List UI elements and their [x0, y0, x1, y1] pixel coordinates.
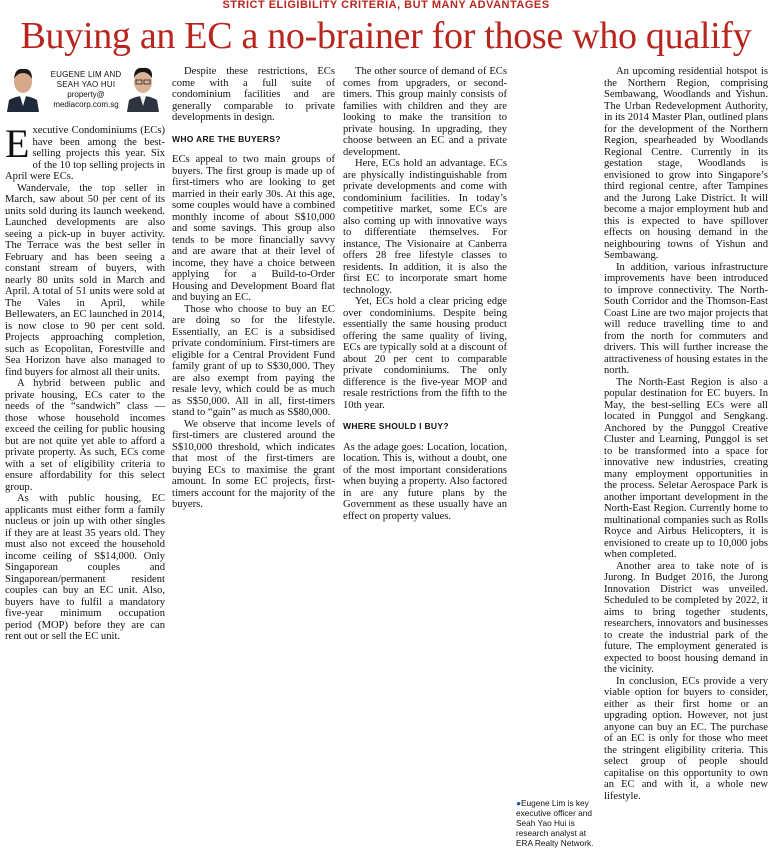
paragraph: We observe that income levels of first-timers are clustered around the S$10,000 threshold, which indicates that most of the first-timers are buying ECs to maximise the grant amount. In some EC projects, first-timers account for the majority of the buyers. [172, 418, 335, 510]
bullet-icon: ● [516, 798, 522, 808]
subheading-buyers: WHO ARE THE BUYERS? [172, 133, 281, 144]
paragraph: ECs appeal to two main groups of buyers. The first group is made up of first-timers who are looking to get married in their early 30s. At this age, some couples would have a combined monthly income of about S$10,000 and some savings. This group also tends to be more financially savvy and are aware that at their level of income, they have a choice between applying for a Build-to-Order Housing and Development Board flat and buying an EC. [172, 154, 335, 303]
paragraph: An upcoming residential hotspot is the Northern Region, comprising Sembawang, Woodlands and Yishun. The Urban Redevelopment Authority, in its 2014 Master Plan, outlined plans for the development of the Northern Region, spearheaded by Woodlands Regional Centre. Currently in its gestation stage, Woodlands is envisioned to grow into Singapore’s third regional centre, after Tampines and the Jurong Lake District. It will become a major employment hub and this is expected to have spillover effects on housing demand in the neighbouring towns of Yishun and Sembawang. [604, 66, 768, 261]
author-photo-seah-yao-hui [125, 62, 161, 112]
paragraph: Despite these restrictions, ECs come with a full suite of condominium facilities and are generally comparable to private developments in design. [172, 66, 335, 123]
paragraph: Wandervale, the top seller in March, saw about 50 per cent of its units sold during its launch weekend. Launched developments are also seeing a pick-up in buyer activity. The Terrace was the best seller in February and has been seeing a constant stream of buyers, with nearly 80 units sold in March and April. A total of 51 units were sold at The Vales in April, while Bellewaters, an EC launched in 2014, is now close to 90 per cent sold. Projects approaching completion, such as Ecopolitan, Forestville and Sea Horizon have also managed to find buyers for almost all their units. [5, 182, 165, 378]
paragraph [5, 493, 165, 643]
author-photo-eugene-lim [5, 62, 41, 112]
byline-text [45, 70, 127, 110]
paragraph-text: As with public housing, EC applicants must either form a family nucleus or join up with other singles if they are at least 35 years old. They must also not exceed the household income ceiling of S$14,000. Only Singaporean couples and Singaporean/permanent resident couples can buy an EC unit. Also, buyers have to fulfil a mandatory five-year minimum occupation period (MOP) before they are can rent out or sell the EC unit. [5, 493, 165, 642]
paragraph: A hybrid between public and private housing, ECs cater to the needs of the “sandwich” class — those whose household incomes exceed the ceiling for public housing but are not quite yet able to afford a private property. As such, ECs come with a set of eligibility criteria to ensure affordability for this select group. [5, 378, 165, 493]
paragraph: In addition, various infrastructure improvements have been introduced to improve connectivity. The North-South Corridor and the Thomson-East Coast Line are two major projects that will reduce travelling time to and from the north for commuters and drivers. This will further increase the attractiveness of housing estates in the north. [604, 261, 768, 376]
author-bio-text: Eugene Lim is key executive officer and Seah Yao Hui is research analyst at ERA Realty Network. [516, 798, 594, 848]
author-email: property@ mediacorp.com.sg [53, 90, 119, 109]
author-bio [516, 798, 596, 848]
kicker [0, 0, 772, 10]
author-names: EUGENE LIM AND SEAH YAO HUI [50, 70, 122, 89]
kicker-text: STRICT ELIGIBILITY CRITERIA, BUT MANY ADVANTAGES [222, 0, 550, 10]
paragraph: Those who choose to buy an EC are doing so for the lifestyle. Essentially, an EC is a subsidised private condominium. First-timers are eligible for a Central Provident Fund family grant of up to S$30,000. They are also exempt from paying the resale levy, which could be as much as S$50,000. All in all, first-timers stand to “gain” as much as S$80,000. [172, 303, 335, 418]
column-2 [172, 66, 335, 511]
column-3 [343, 66, 507, 522]
paragraph: The other source of demand of ECs comes from upgraders, or second-timers. This group mainly consists of families with children and they are looking to make the transition to private housing. In upgrading, they choose between an EC and a private development. [343, 66, 507, 158]
drop-cap: E [5, 121, 30, 166]
subheading-where: WHERE SHOULD I BUY? [343, 421, 449, 431]
paragraph: Yet, ECs hold a clear pricing edge over condominiums. Despite being essentially the same housing product offering the same quality of living, ECs are typically sold at a discount of about 20 per cent to comparable private condominiums. The only difference is the five-year MOP and resale restrictions from the fifth to the 10th year. [343, 296, 507, 411]
paragraph: In conclusion, ECs provide a very viable option for buyers to consider, either as their first home or an upgrading option. However, not just anyone can buy an EC. The purchase of an EC is only for those who meet the stringent eligibility criteria. This select group of people should capitalise on this opportunity to own an EC and with it, a whole new lifestyle. [604, 675, 768, 802]
paragraph: The North-East Region is also a popular destination for EC buyers. In May, the best-selling ECs were all located in Punggol and Sengkang. Anchored by the Punggol Creative Cluster and Learning, Punggol is set to be transformed into a space for innovative new industries, creating many employment opportunities in the process. Seletar Aerospace Park is another important development in the North-East Region. Currently home to multinational companies such as Rolls Royce and Airbus Helicopters, it is envisioned to create up to 10,000 jobs when completed. [604, 376, 768, 560]
byline [5, 58, 165, 120]
paragraph: As the adage goes: Location, location, location. This is, without a doubt, one of the most important considerations when buying a property. Also factored in are any future plans by the Government as these usually have an effect on property values. [343, 441, 507, 522]
headline: Buying an EC a no-brainer for those who qualify [20, 15, 752, 57]
paragraph: Another area to take note of is Jurong. In Budget 2016, the Jurong Innovation District was unveiled. Scheduled to be completed by 2022, it aims to bring together students, researchers, innovators and businesses to create the industrial park of the future. The employment generated is expected to boost housing demand in the vicinity. [604, 560, 768, 675]
paragraph [5, 121, 165, 183]
column-1 [5, 121, 165, 643]
paragraph-text: xecutive Condominiums (ECs) have been among the best-selling projects this year. Six of the 10 top selling projects in April were ECs. [5, 125, 165, 182]
column-4 [604, 66, 768, 802]
paragraph: Here, ECs hold an advantage. ECs are physically indistinguishable from private developments and come with condominium facilities. In today’s competitive market, some ECs are also coming up with innovative ways to differentiate themselves. For instance, The Visionaire at Canberra offers 28 free lifestyle classes to residents. In addition, it is also the first EC to incorporate smart home technology. [343, 158, 507, 296]
